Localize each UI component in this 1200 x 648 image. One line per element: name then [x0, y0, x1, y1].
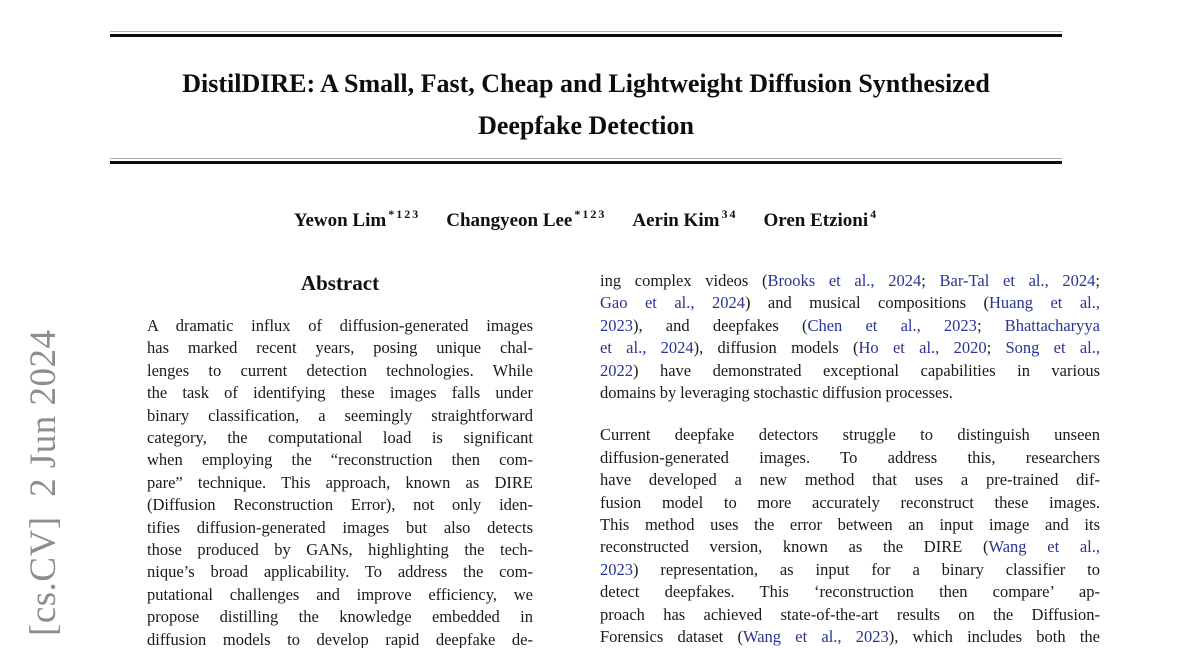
title-rule-thin-line — [110, 158, 1062, 159]
text-line: 2022) have demonstrated exceptional capabilities in various — [600, 360, 1100, 380]
citation-link[interactable]: Ho et al., 2020 — [858, 338, 987, 358]
text-line: detect deepfakes. This ‘reconstruction then compare’ ap- — [600, 582, 1100, 602]
citation-link[interactable]: Bar-Tal et al., 2024 — [939, 271, 1096, 290]
text-line: putational challenges and improve efficiency, we — [147, 584, 533, 604]
author-affiliation-sup: 34 — [721, 207, 738, 221]
paper-title — [110, 63, 1062, 147]
top-rule — [110, 31, 1062, 37]
text-line: tifies diffusion-generated images but also detects — [147, 517, 533, 537]
text-line: has marked recent years, posing unique chal- — [147, 338, 533, 358]
top-rule-thin-line — [110, 31, 1062, 32]
citation-link[interactable]: Wang et al., 2023 — [742, 627, 889, 647]
author-affiliation-sup: *123 — [388, 207, 421, 221]
text-line: ing complex videos (Brooks et al., 2024; Bar-Tal et al., 2024; — [600, 271, 1100, 290]
text-line: pare” technique. This approach, known as DIRE — [147, 472, 533, 492]
arxiv-watermark: [cs.CV] 2 Jun 2024 — [23, 329, 64, 636]
paragraph — [600, 270, 1100, 404]
citation-link[interactable]: Brooks et al., 2024 — [767, 271, 922, 290]
text-line: category, the computational load is significant — [147, 428, 533, 448]
text-line: diffusion models to develop rapid deepfake de- — [147, 629, 533, 648]
text-line: 2023), and deepfakes (Chen et al., 2023; Bhattacharyya — [600, 315, 1101, 335]
author-affiliation-sup: *123 — [574, 207, 607, 221]
text-line: reconstructed version, known as the DIRE (Wang et al., — [600, 537, 1100, 557]
text-line: domains by leveraging stochastic diffusion processes. — [600, 383, 953, 403]
title-rule-thick-line — [110, 161, 1062, 164]
text-line: 2023) representation, as input for a binary classifier to — [600, 559, 1100, 579]
paper-title-line2: Deepfake Detection — [478, 111, 694, 140]
right-column-text — [600, 270, 1100, 648]
text-line: binary classification, a seemingly straightforward — [147, 405, 533, 425]
citation-link[interactable]: 2022 — [600, 360, 633, 380]
citation-link[interactable]: Gao et al., 2024 — [600, 293, 745, 313]
text-line: Current deepfake detectors struggle to distinguish unseen — [600, 425, 1100, 445]
author-line — [110, 201, 1062, 234]
text-line: Forensics dataset (Wang et al., 2023), which includes both the — [600, 627, 1100, 647]
citation-link[interactable]: et al., 2024 — [600, 338, 694, 358]
text-line: diffusion-generated images. To address this, researchers — [600, 447, 1100, 467]
text-line: fusion model to more accurately reconstruct these images. — [600, 492, 1100, 512]
text-line: This method uses the error between an input image and its — [600, 515, 1100, 535]
citation-link[interactable]: Bhattacharyya — [1004, 315, 1101, 335]
author-name: Oren Etzioni $^4$ — [763, 207, 879, 231]
citation-link[interactable]: 2023 — [600, 559, 633, 579]
text-line: those produced by GANs, highlighting the tech- — [147, 540, 533, 560]
text-line: proach has achieved state-of-the-art results on the Diffusion- — [600, 604, 1100, 624]
author-name: Aerin Kim $^{34}$ — [632, 207, 738, 231]
author-name: Changyeon Lee $^{*123}$ — [446, 207, 607, 231]
citation-link[interactable]: Song et al., — [1005, 338, 1100, 358]
citation-link[interactable]: Huang et al., — [989, 293, 1100, 313]
paragraph — [600, 424, 1100, 648]
text-line: propose distilling the knowledge embedded in — [147, 607, 533, 627]
text-line: the task of identifying these images falls under — [147, 383, 533, 403]
citation-link[interactable]: Chen et al., 2023 — [807, 315, 977, 335]
top-rule-thick-line — [110, 34, 1062, 37]
abstract-heading: Abstract — [300, 271, 380, 295]
title-rule — [110, 158, 1062, 164]
text-line: (Diffusion Reconstruction Error), not only iden- — [147, 495, 533, 515]
citation-link[interactable]: 2023 — [600, 315, 633, 335]
author-name: Yewon Lim $^{*123}$ — [293, 207, 421, 231]
text-line: A dramatic influx of diffusion-generated images — [147, 316, 533, 335]
text-line: have developed a new method that uses a pre-trained dif- — [600, 470, 1100, 490]
paper-title-line1: DistilDIRE: A Small, Fast, Cheap and Lightweight Diffusion Synthesized — [182, 69, 990, 98]
author-affiliation-sup: 4 — [870, 207, 879, 221]
text-line: Gao et al., 2024) and musical compositions (Huang et al., — [600, 293, 1100, 313]
text-line: lenges to current detection technologies. While — [147, 360, 533, 380]
abstract-text — [147, 315, 533, 648]
citation-link[interactable]: Wang et al., — [988, 537, 1100, 557]
text-line: when employing the “reconstruction then com- — [147, 450, 533, 470]
text-line: nique’s broad applicability. To address the com- — [147, 562, 533, 582]
text-line: et al., 2024), diffusion models (Ho et al., 2020; Song et al., — [600, 338, 1100, 358]
